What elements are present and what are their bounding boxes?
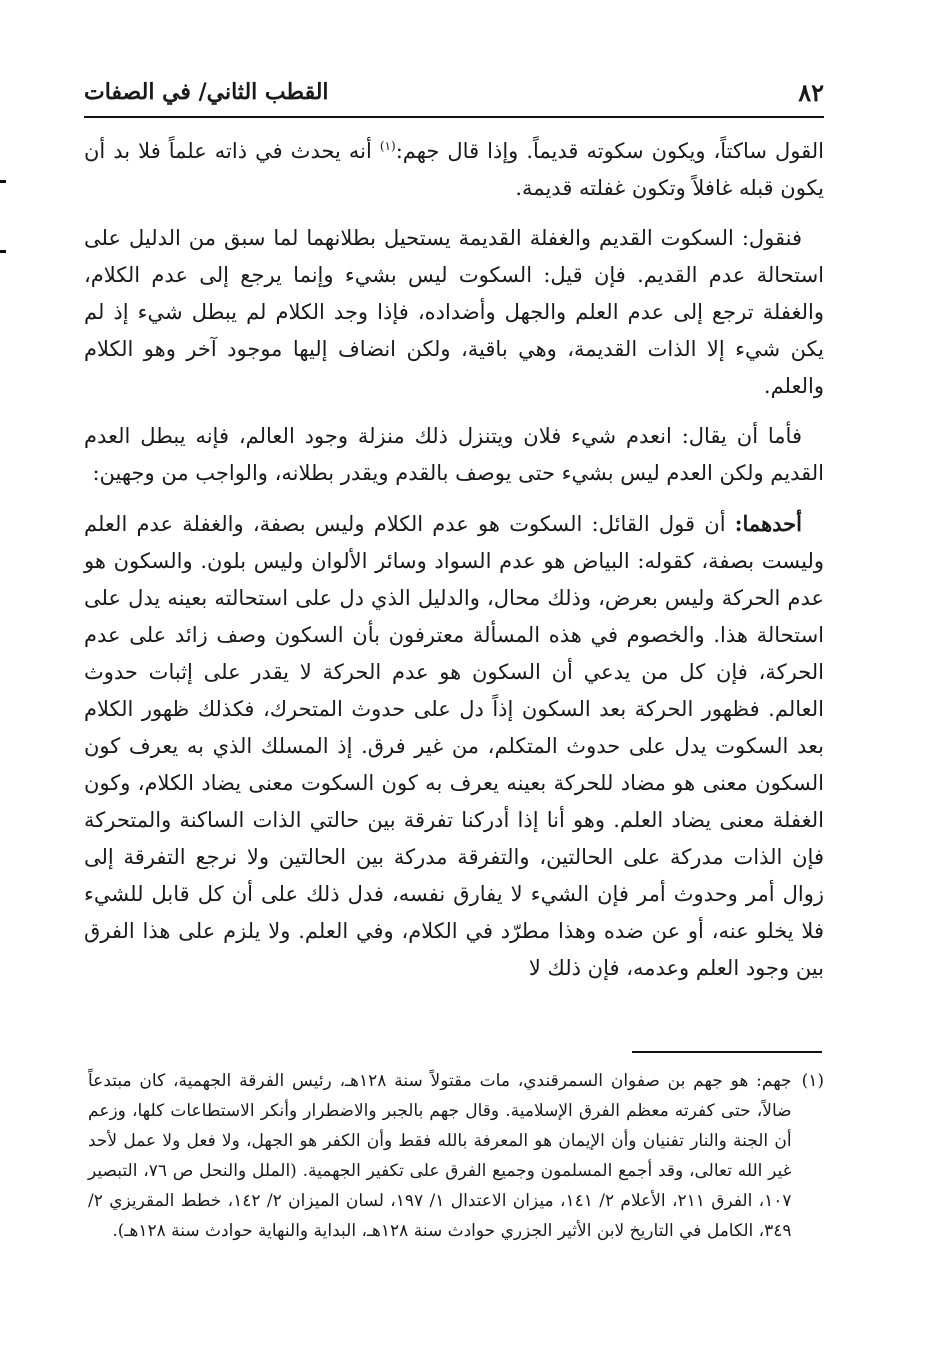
main-text [84, 128, 824, 1000]
header-rule [84, 116, 824, 118]
running-title: القطب الثاني/ في الصفات [84, 79, 329, 105]
scan-edge-mark-bottom [0, 250, 6, 253]
paragraph-4 [84, 505, 824, 987]
footnote-reference: (١) [379, 139, 396, 153]
paragraph-1-part-b: أنه يحدث في ذاته علماً فلا بد أن يكون قبله غافلاً وتكون غفلته قديمة. [84, 139, 824, 200]
paragraph-3: فأما أن يقال: انعدم شيء فلان ويتنزل ذلك منزلة وجود العالم، فإنه يبطل العدم القديم ولكن العدم ليس بشيء حتى يوصف بالقدم ويقدر بطلانه، والواجب من وجهين: [84, 424, 824, 485]
footnote-text: جهم: هو جهم بن صفوان السمرقندي، مات مقتولاً سنة ١٢٨هـ، رئيس الفرقة الجهمية، كان مبتدعاً ضالاً، حتى كفرته معظم الفرق الإسلامية. وقال جهم بالجبر والاضطرار وأنكر الاستطاعات كلها، وزعم أن الجنة والنار تفنيان وأن الإيمان هو المعرفة بالله فقط وأن الكفر هو الجهل، ولا فعل ولا عمل لأحد غير الله تعالى، وقد أجمع المسلمون وجميع الفرق على تكفير الجهمية. (الملل والنحل ص ٧٦، التبصير ١٠٧، الفرق ٢١١، الأعلام ٢/ ١٤١، ميزان الاعتدال ١/ ١٩٧، لسان الميزان ٢/ ١٤٢، خطط المقريزي ٢/ ٣٤٩، الكامل في التاريخ لابن الأثير الجزري حوادث سنة ١٢٨هـ، البداية والنهاية حوادث سنة ١٢٨هـ). [88, 1071, 792, 1241]
paragraph-4-lead: أحدهما: [734, 511, 802, 536]
paragraph-1-part-a: القول ساكتاً، ويكون سكوته قديماً. وإذا قال جهم: [395, 139, 824, 163]
scan-edge-mark-top [0, 180, 6, 183]
page-header [84, 70, 824, 114]
footnote-separator [632, 1051, 822, 1053]
footnote-number: (١) [801, 1071, 824, 1091]
page-number: ٨٢ [798, 77, 824, 107]
footnote [88, 1066, 824, 1246]
paragraph-2: فنقول: السكوت القديم والغفلة القديمة يستحيل بطلانهما لما سبق من الدليل على استحالة عدم القديم. فإن قيل: السكوت ليس بشيء وإنما يرجع إلى عدم الكلام، والغفلة ترجع إلى عدم العلم والجهل وأضداده، فإذا وجد الكلام لم يبطل شيء إذ لم يكن شيء إلا الذات القديمة، وهي باقية، ولكن انضاف إليها موجود آخر وهو الكلام والعلم. [84, 226, 824, 398]
paragraph-1 [84, 128, 824, 207]
paragraph-4-text: أن قول القائل: السكوت هو عدم الكلام وليس بصفة، والغفلة عدم العلم وليست بصفة، كقوله: البياض هو عدم السواد وسائر الألوان وليس بلون. والسكون هو عدم الحركة وليس بعرض، وذلك محال، والدليل الذي دل على استحالته بعينه يدل على استحالة هذا. والخصوم في هذه المسألة معترفون بأن السكون وصف زائد على عدم الحركة، فإن كل من يدعي أن السكون هو عدم الحركة لا يقدر على إثبات حدوث العالم. فظهور الحركة بعد السكون إذاً دل على حدوث المتحرك، فكذلك ظهور الكلام بعد السكوت يدل على حدوث المتكلم، من غير فرق. إذ المسلك الذي به يعرف كون السكون معنى هو مضاد للحركة بعينه يعرف به كون السكوت معنى يضاد الكلام، وكون الغفلة معنى يضاد العلم. وهو أنا إذا أدركنا تفرقة بين حالتي الذات الساكنة والمتحركة فإن الذات مدركة على الحالتين، والتفرقة مدركة بين الحالتين ولا نرجع التفرقة إلى زوال أمر وحدوث أمر فإن الشيء لا يفارق نفسه، فدل ذلك على أن كل قابل للشيء فلا يخلو عنه، أو عن ضده وهذا مطرّد في الكلام، وفي العلم. ولا يلزم على هذا الفرق بين وجود العلم وعدمه، فإن ذلك لا [84, 512, 824, 980]
